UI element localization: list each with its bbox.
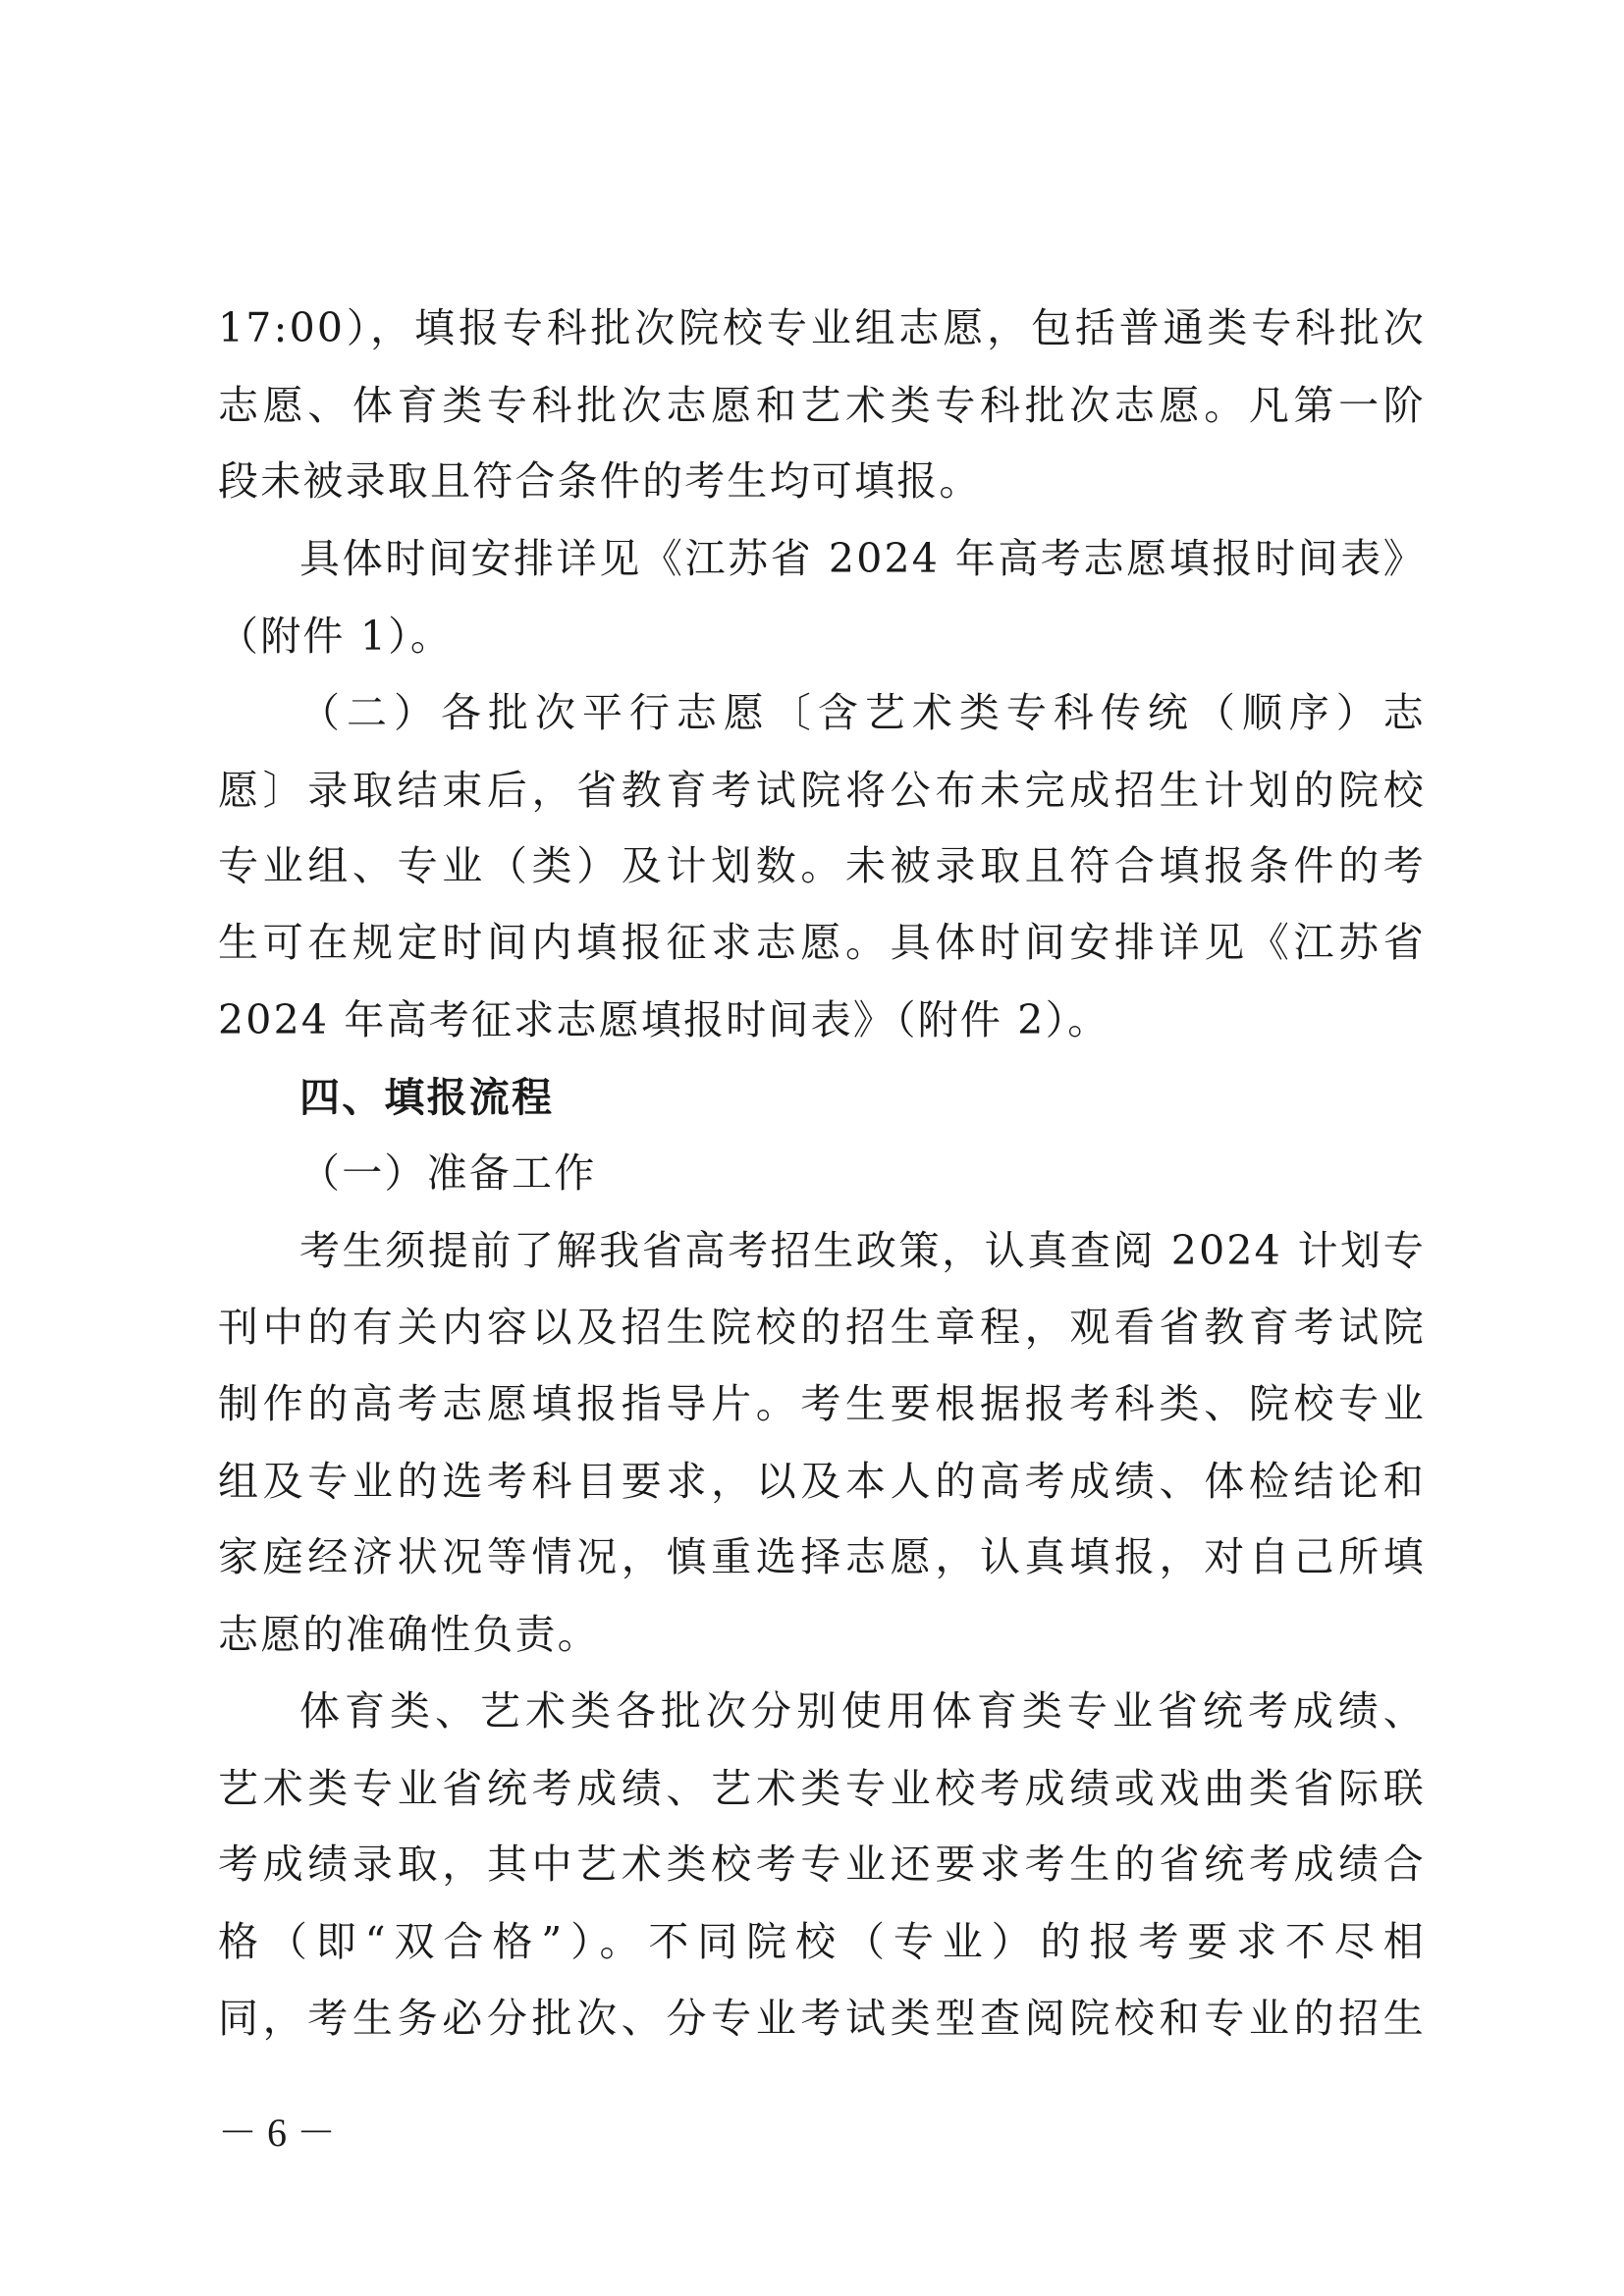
paragraph-line: （附件 1）。 bbox=[218, 613, 454, 660]
section-heading: 四、填报流程 bbox=[299, 1074, 555, 1121]
paragraph-line: 格（即“双合格”）。不同院校（专业）的报考要求不尽相 bbox=[218, 1918, 1426, 1965]
paragraph-line: 考成绩录取，其中艺术类校考专业还要求考生的省统考成绩合 bbox=[218, 1841, 1426, 1888]
paragraph-line: 家庭经济状况等情况，慎重选择志愿，认真填报，对自己所填 bbox=[218, 1533, 1426, 1580]
paragraph-line: （二）各批次平行志愿〔含艺术类专科传统（顺序）志 bbox=[299, 689, 1426, 736]
paragraph-line: 志愿、体育类专科批次志愿和艺术类专科批次志愿。凡第一阶 bbox=[218, 382, 1426, 429]
paragraph-line: 段未被录取且符合条件的考生均可填报。 bbox=[218, 457, 982, 505]
page-number: － 6 － bbox=[218, 2110, 336, 2155]
paragraph-line: 制作的高考志愿填报指导片。考生要根据报考科类、院校专业 bbox=[218, 1380, 1426, 1427]
paragraph-line: 具体时间安排详见《江苏省 2024 年高考志愿填报时间表》 bbox=[299, 535, 1426, 582]
paragraph-line: 愿〕录取结束后，省教育考试院将公布未完成招生计划的院校 bbox=[218, 767, 1426, 814]
paragraph-line: 专业组、专业（类）及计划数。未被录取且符合填报条件的考 bbox=[218, 842, 1426, 889]
paragraph-line: 17:00），填报专科批次院校专业组志愿，包括普通类专科批次 bbox=[218, 304, 1426, 351]
paragraph-line: 同，考生务必分批次、分专业考试类型查阅院校和专业的招生 bbox=[218, 1995, 1426, 2042]
paragraph-line: 艺术类专业省统考成绩、艺术类专业校考成绩或戏曲类省际联 bbox=[218, 1765, 1426, 1812]
paragraph-line: 刊中的有关内容以及招生院校的招生章程，观看省教育考试院 bbox=[218, 1304, 1426, 1351]
paragraph-line: 组及专业的选考科目要求，以及本人的高考成绩、体检结论和 bbox=[218, 1458, 1426, 1505]
paragraph-line: 考生须提前了解我省高考招生政策，认真查阅 2024 计划专 bbox=[299, 1227, 1426, 1274]
paragraph-line: 志愿的准确性负责。 bbox=[218, 1611, 600, 1658]
paragraph-line: 生可在规定时间内填报征求志愿。具体时间安排详见《江苏省 bbox=[218, 919, 1426, 966]
subsection-heading: （一）准备工作 bbox=[299, 1149, 597, 1197]
paragraph-line: 2024 年高考征求志愿填报时间表》（附件 2）。 bbox=[218, 996, 1110, 1043]
paragraph-line: 体育类、艺术类各批次分别使用体育类专业省统考成绩、 bbox=[299, 1687, 1426, 1735]
